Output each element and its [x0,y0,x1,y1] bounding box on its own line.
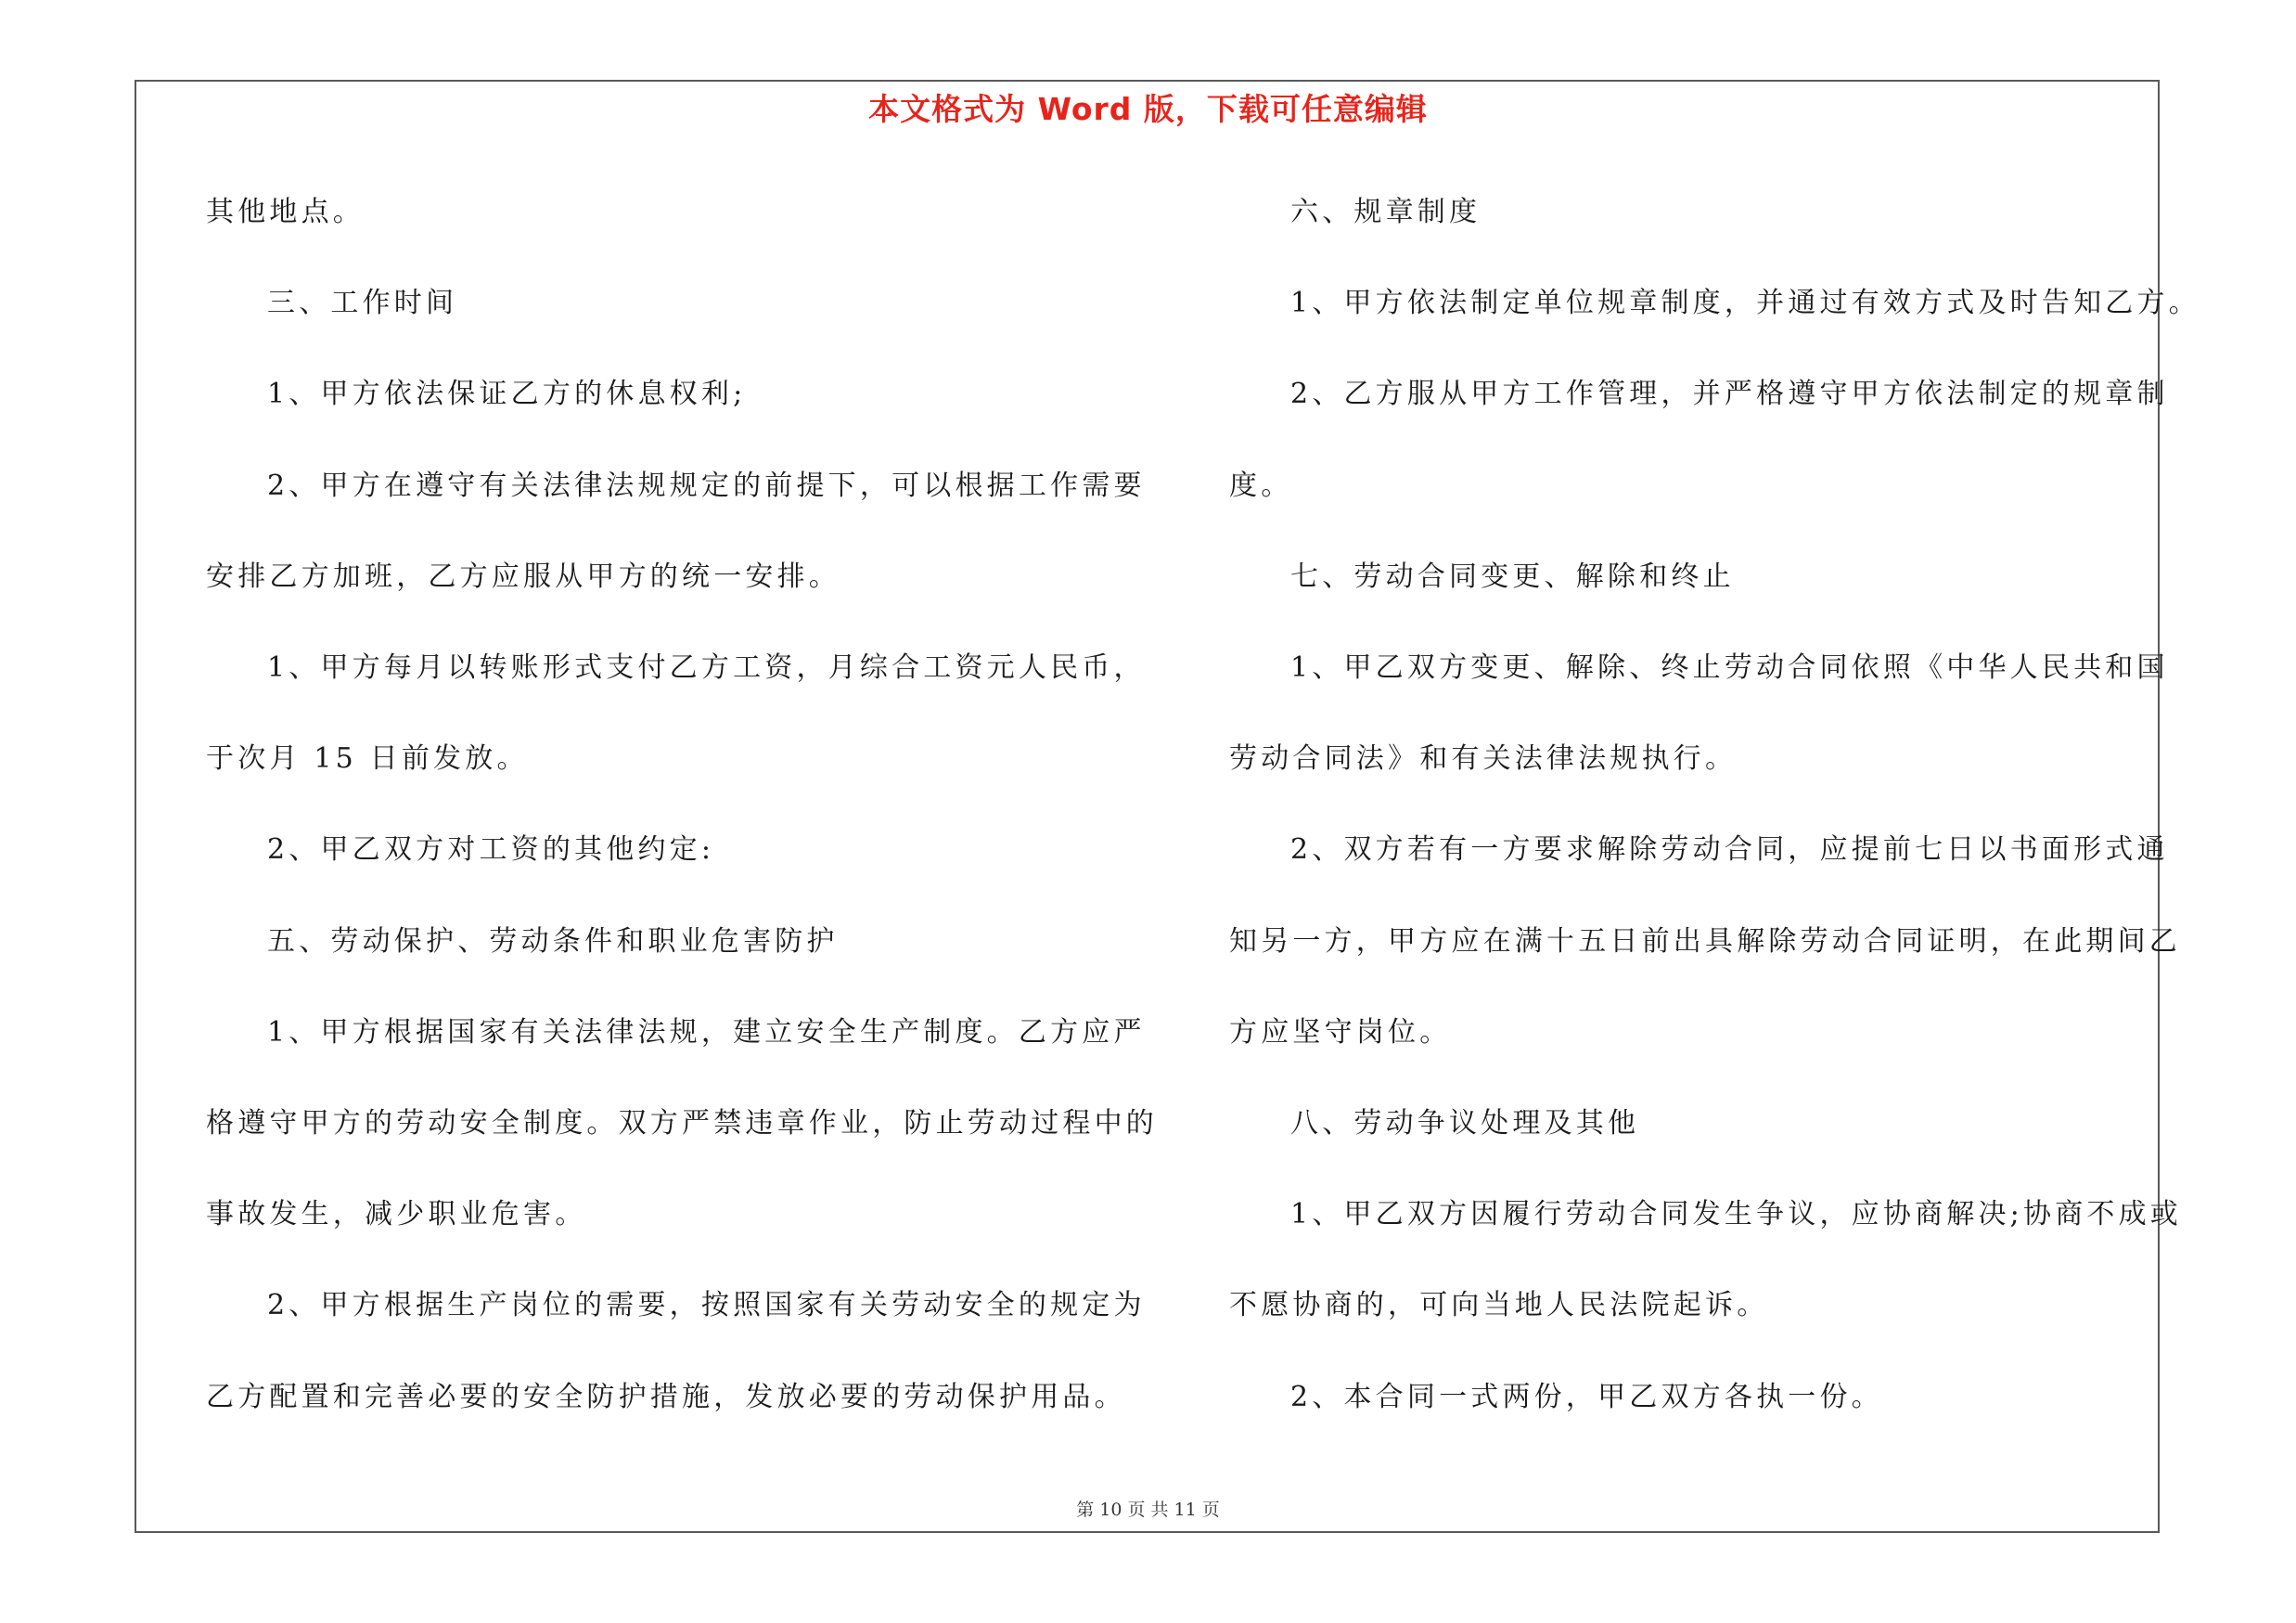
paragraph-line: 1、甲方依法保证乙方的休息权利; [267,378,747,411]
paragraph-line: 事故发生，减少职业危害。 [206,1198,587,1231]
paragraph-line: 三、工作时间 [267,287,458,320]
paragraph-line: 2、甲乙双方对工资的其他约定: [267,833,715,867]
paragraph-line: 五、劳动保护、劳动条件和职业危害防护 [267,924,839,958]
paragraph-line: 1、甲方根据国家有关法律法规，建立安全生产制度。乙方应严 [267,1015,1146,1049]
header-banner: 本文格式为 Word 版，下载可任意编辑 [868,91,1428,127]
paragraph-line: 1、甲乙双方因履行劳动合同发生争议，应协商解决;协商不成或 [1290,1198,2182,1231]
paragraph-line: 乙方配置和完善必要的安全防护措施，发放必要的劳动保护用品。 [206,1380,1126,1413]
paragraph-line: 知另一方，甲方应在满十五日前出具解除劳动合同证明，在此期间乙 [1229,924,2181,958]
paragraph-line: 1、甲乙双方变更、解除、终止劳动合同依照《中华人民共和国 [1290,651,2169,685]
paragraph-line: 六、规章制度 [1290,196,1481,228]
paragraph-line: 2、乙方服从甲方工作管理，并严格遵守甲方依法制定的规章制 [1290,378,2169,411]
paragraph-line: 格遵守甲方的劳动安全制度。双方严禁违章作业，防止劳动过程中的 [206,1107,1158,1140]
paragraph-line: 1、甲方依法制定单位规章制度，并通过有效方式及时告知乙方。 [1290,287,2200,320]
paragraph-line: 2、甲方在遵守有关法律法规规定的前提下，可以根据工作需要 [267,469,1146,502]
paragraph-line: 七、劳动合同变更、解除和终止 [1290,560,1735,593]
paragraph-line: 方应坚守岗位。 [1229,1015,1452,1049]
paragraph-line: 八、劳动争议处理及其他 [1290,1107,1640,1140]
page-number-footer: 第 10 页 共 11 页 [1076,1500,1220,1520]
paragraph-line: 其他地点。 [206,196,365,228]
paragraph-line: 劳动合同法》和有关法律法规执行。 [1229,742,1738,776]
paragraph-line: 2、双方若有一方要求解除劳动合同，应提前七日以书面形式通 [1290,833,2169,867]
left-column [206,167,1158,1443]
paragraph-line: 安排乙方加班，乙方应服从甲方的统一安排。 [206,560,840,593]
paragraph-line: 2、甲方根据生产岗位的需要，按照国家有关劳动安全的规定为 [267,1289,1146,1322]
right-column [1229,167,2200,1443]
paragraph-line: 1、甲方每月以转账形式支付乙方工资，月综合工资元人民币， [267,651,1146,685]
paragraph-line: 2、本合同一式两份，甲乙双方各执一份。 [1290,1380,1883,1413]
paragraph-line: 度。 [1229,469,1293,502]
paragraph-line: 不愿协商的，可向当地人民法院起诉。 [1229,1289,1769,1322]
paragraph-line: 于次月 15 日前发放。 [206,742,529,776]
